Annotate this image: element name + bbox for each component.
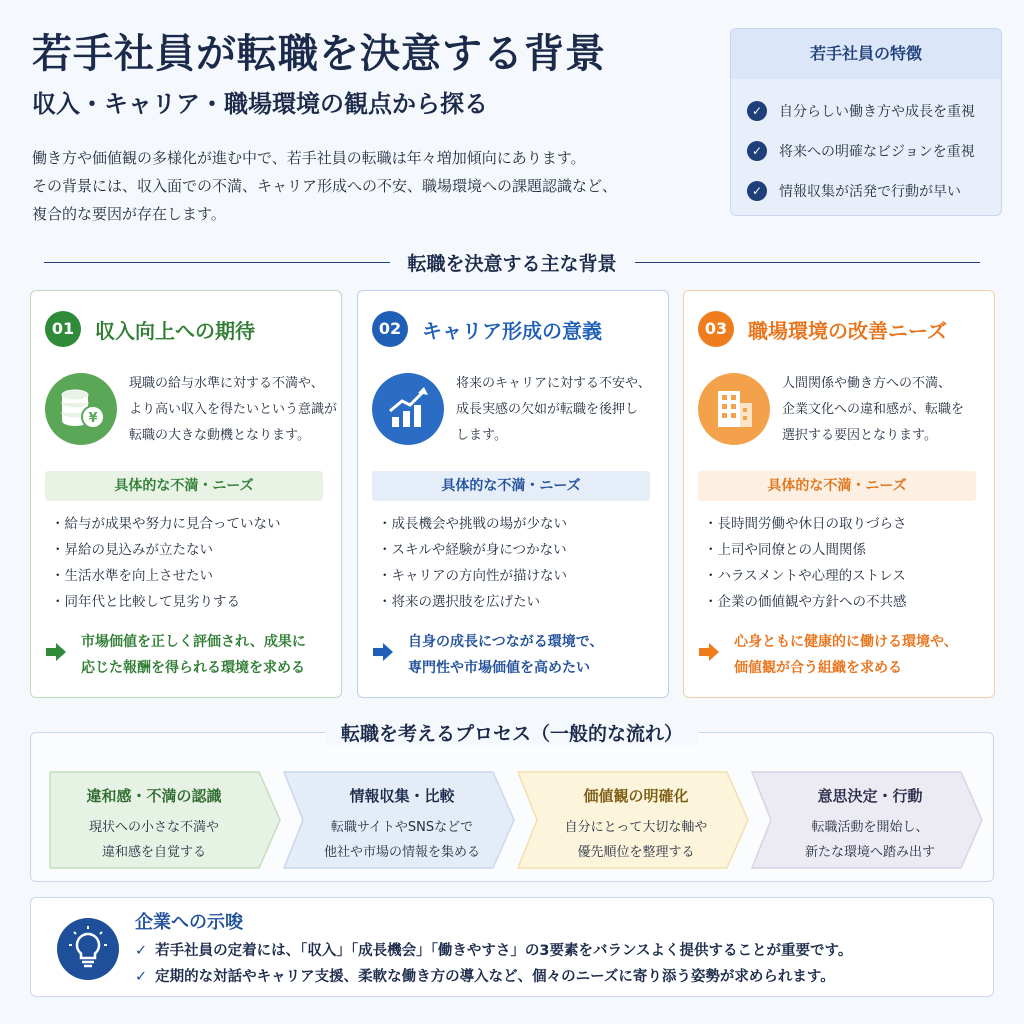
card-conclusion bbox=[372, 629, 603, 681]
step-title: 違和感・不満の認識 bbox=[86, 787, 222, 805]
arrow-right-icon bbox=[372, 641, 394, 663]
card-title: キャリア形成の意義 bbox=[422, 318, 602, 343]
card-career bbox=[357, 290, 669, 698]
check-circle-icon: ✓ bbox=[747, 101, 767, 121]
card-description bbox=[456, 371, 660, 449]
step-title: 意思決定・行動 bbox=[817, 787, 923, 805]
need-item: ・ 将来の選択肢を広げたい bbox=[378, 589, 567, 615]
arrow-right-icon bbox=[45, 641, 67, 663]
divider bbox=[44, 262, 390, 263]
card-description bbox=[129, 371, 338, 449]
card-desc-line: 選択する要因となります。 bbox=[782, 428, 937, 443]
step-desc-line: 優先順位を整理する bbox=[577, 845, 695, 860]
header bbox=[32, 28, 712, 120]
need-item: ・ 給与が成果や努力に見合っていない bbox=[51, 511, 281, 537]
needs-label: 具体的な不満・ニーズ bbox=[372, 471, 650, 501]
card-desc-line: より高い収入を得たいという意識が bbox=[129, 402, 338, 417]
step-desc-line: 自分にとって大切な軸や bbox=[564, 820, 708, 835]
step-desc-line: 現状への小さな不満や bbox=[88, 820, 219, 835]
main-section-title: 転職を決意する主な背景 bbox=[407, 252, 617, 275]
intro-text bbox=[32, 144, 712, 228]
features-title: 若手社員の特徴 bbox=[731, 29, 1001, 79]
coins-yen-icon bbox=[45, 373, 117, 445]
need-item: ・ 昇給の見込みが立たない bbox=[51, 537, 281, 563]
feature-item bbox=[747, 91, 1001, 131]
card-header bbox=[698, 311, 947, 347]
lightbulb-icon bbox=[57, 918, 119, 980]
step-title: 価値観の明確化 bbox=[583, 787, 689, 805]
features-list bbox=[731, 79, 1001, 211]
implication-item bbox=[135, 938, 852, 964]
feature-item bbox=[747, 131, 1001, 171]
card-header bbox=[372, 311, 602, 347]
needs-list bbox=[51, 511, 281, 615]
implication-title: 企業への示唆 bbox=[135, 912, 243, 933]
features-box bbox=[730, 28, 1002, 216]
need-item: ・ 企業の価値観や方針への不共感 bbox=[704, 589, 907, 615]
process-step bbox=[751, 771, 983, 869]
step-description bbox=[765, 815, 975, 865]
card-title: 収入向上への期待 bbox=[95, 318, 255, 343]
svg-text:¥: ¥ bbox=[88, 411, 98, 426]
need-item: ・ 同年代と比較して見劣りする bbox=[51, 589, 281, 615]
needs-list bbox=[704, 511, 907, 615]
feature-label: 将来への明確なビジョンを重視 bbox=[779, 144, 975, 160]
need-item: ・ 上司や同僚との人間関係 bbox=[704, 537, 907, 563]
check-icon: ✓ bbox=[135, 969, 148, 985]
card-desc-line: 将来のキャリアに対する不安や、 bbox=[456, 376, 651, 391]
implication-text: 若手社員の定着には、「収入」「成長機会」「働きやすさ」の3要素をバランスよく提供することが重要です。 bbox=[155, 943, 853, 959]
card-workplace bbox=[683, 290, 995, 698]
card-desc-line: 企業文化への違和感が、転職を bbox=[782, 402, 965, 417]
need-item: ・ ハラスメントや心理的ストレス bbox=[704, 563, 907, 589]
need-item: ・ 成長機会や挑戦の場が少ない bbox=[378, 511, 567, 537]
implication-list bbox=[135, 938, 852, 990]
conclusion-line: 自身の成長につながる環境で、 bbox=[408, 634, 604, 650]
check-circle-icon: ✓ bbox=[747, 181, 767, 201]
step-desc-line: 他社や市場の情報を集める bbox=[323, 845, 480, 860]
card-desc-line: 成長実感の欠如が転職を後押し bbox=[456, 402, 639, 417]
check-circle-icon: ✓ bbox=[747, 141, 767, 161]
step-description bbox=[49, 815, 259, 865]
main-section-heading bbox=[44, 247, 980, 277]
needs-label: 具体的な不満・ニーズ bbox=[698, 471, 976, 501]
step-description bbox=[297, 815, 507, 865]
page-title: 若手社員が転職を決意する背景 bbox=[32, 31, 606, 77]
need-item: ・ スキルや経験が身につかない bbox=[378, 537, 567, 563]
process-title: 転職を考えるプロセス（一般的な流れ） bbox=[325, 723, 699, 745]
process-step bbox=[283, 771, 515, 869]
conclusion-line: 価値観が合う組織を求める bbox=[734, 660, 902, 676]
process-step bbox=[49, 771, 281, 869]
process-panel bbox=[30, 723, 994, 882]
conclusion-line: 心身ともに健康的に働ける環境や、 bbox=[734, 634, 958, 650]
step-description bbox=[531, 815, 741, 865]
conclusion-line: 専門性や市場価値を高めたい bbox=[408, 660, 590, 676]
conclusion-line: 応じた報酬を得られる環境を求める bbox=[81, 660, 305, 676]
intro-line: 複合的な要因が存在します。 bbox=[32, 205, 226, 223]
process-heading bbox=[31, 719, 993, 746]
step-desc-line: 新たな環境へ踏み出す bbox=[804, 845, 935, 860]
implication-item bbox=[135, 964, 852, 990]
intro-line: その背景には、収入面での不満、キャリア形成への不安、職場環境への課題認識など、 bbox=[32, 177, 618, 195]
page-subtitle: 収入・キャリア・職場環境の観点から探る bbox=[32, 90, 488, 118]
step-desc-line: 転職活動を開始し、 bbox=[811, 820, 929, 835]
arrow-right-icon bbox=[698, 641, 720, 663]
implication-text: 定期的な対話やキャリア支援、柔軟な働き方の導入など、個々のニーズに寄り添う姿勢が求められます。 bbox=[155, 969, 835, 985]
card-income bbox=[30, 290, 342, 698]
need-item: ・ 長時間労働や休日の取りづらさ bbox=[704, 511, 907, 537]
growth-chart-icon bbox=[372, 373, 444, 445]
step-title: 情報収集・比較 bbox=[349, 787, 455, 805]
card-desc-line: 人間関係や働き方への不満、 bbox=[782, 376, 952, 391]
card-desc-line: 転職の大きな動機となります。 bbox=[129, 428, 310, 443]
feature-label: 自分らしい働き方や成長を重視 bbox=[779, 104, 975, 120]
need-item: ・ キャリアの方向性が描けない bbox=[378, 563, 567, 589]
card-header bbox=[45, 311, 255, 347]
conclusion-line: 市場価値を正しく評価され、成果に bbox=[81, 634, 306, 650]
step-desc-line: 違和感を自覚する bbox=[101, 845, 206, 860]
card-description bbox=[782, 371, 986, 449]
card-desc-line: 現職の給与水準に対する不満や、 bbox=[129, 376, 324, 391]
feature-item bbox=[747, 171, 1001, 211]
office-building-icon bbox=[698, 373, 770, 445]
card-number: 03 bbox=[698, 311, 734, 347]
feature-label: 情報収集が活発で行動が早い bbox=[779, 184, 961, 200]
needs-label: 具体的な不満・ニーズ bbox=[45, 471, 323, 501]
card-desc-line: します。 bbox=[456, 428, 507, 443]
card-conclusion bbox=[45, 629, 306, 681]
divider bbox=[635, 262, 981, 263]
implication-panel bbox=[30, 897, 994, 997]
card-number: 02 bbox=[372, 311, 408, 347]
process-step bbox=[517, 771, 749, 869]
step-desc-line: 転職サイトやSNSなどで bbox=[330, 820, 474, 835]
check-icon: ✓ bbox=[135, 943, 148, 959]
card-title: 職場環境の改善ニーズ bbox=[748, 318, 947, 343]
card-number: 01 bbox=[45, 311, 81, 347]
card-conclusion bbox=[698, 629, 958, 681]
need-item: ・ 生活水準を向上させたい bbox=[51, 563, 281, 589]
needs-list bbox=[378, 511, 567, 615]
intro-line: 働き方や価値観の多様化が進む中で、若手社員の転職は年々増加傾向にあります。 bbox=[32, 149, 586, 167]
